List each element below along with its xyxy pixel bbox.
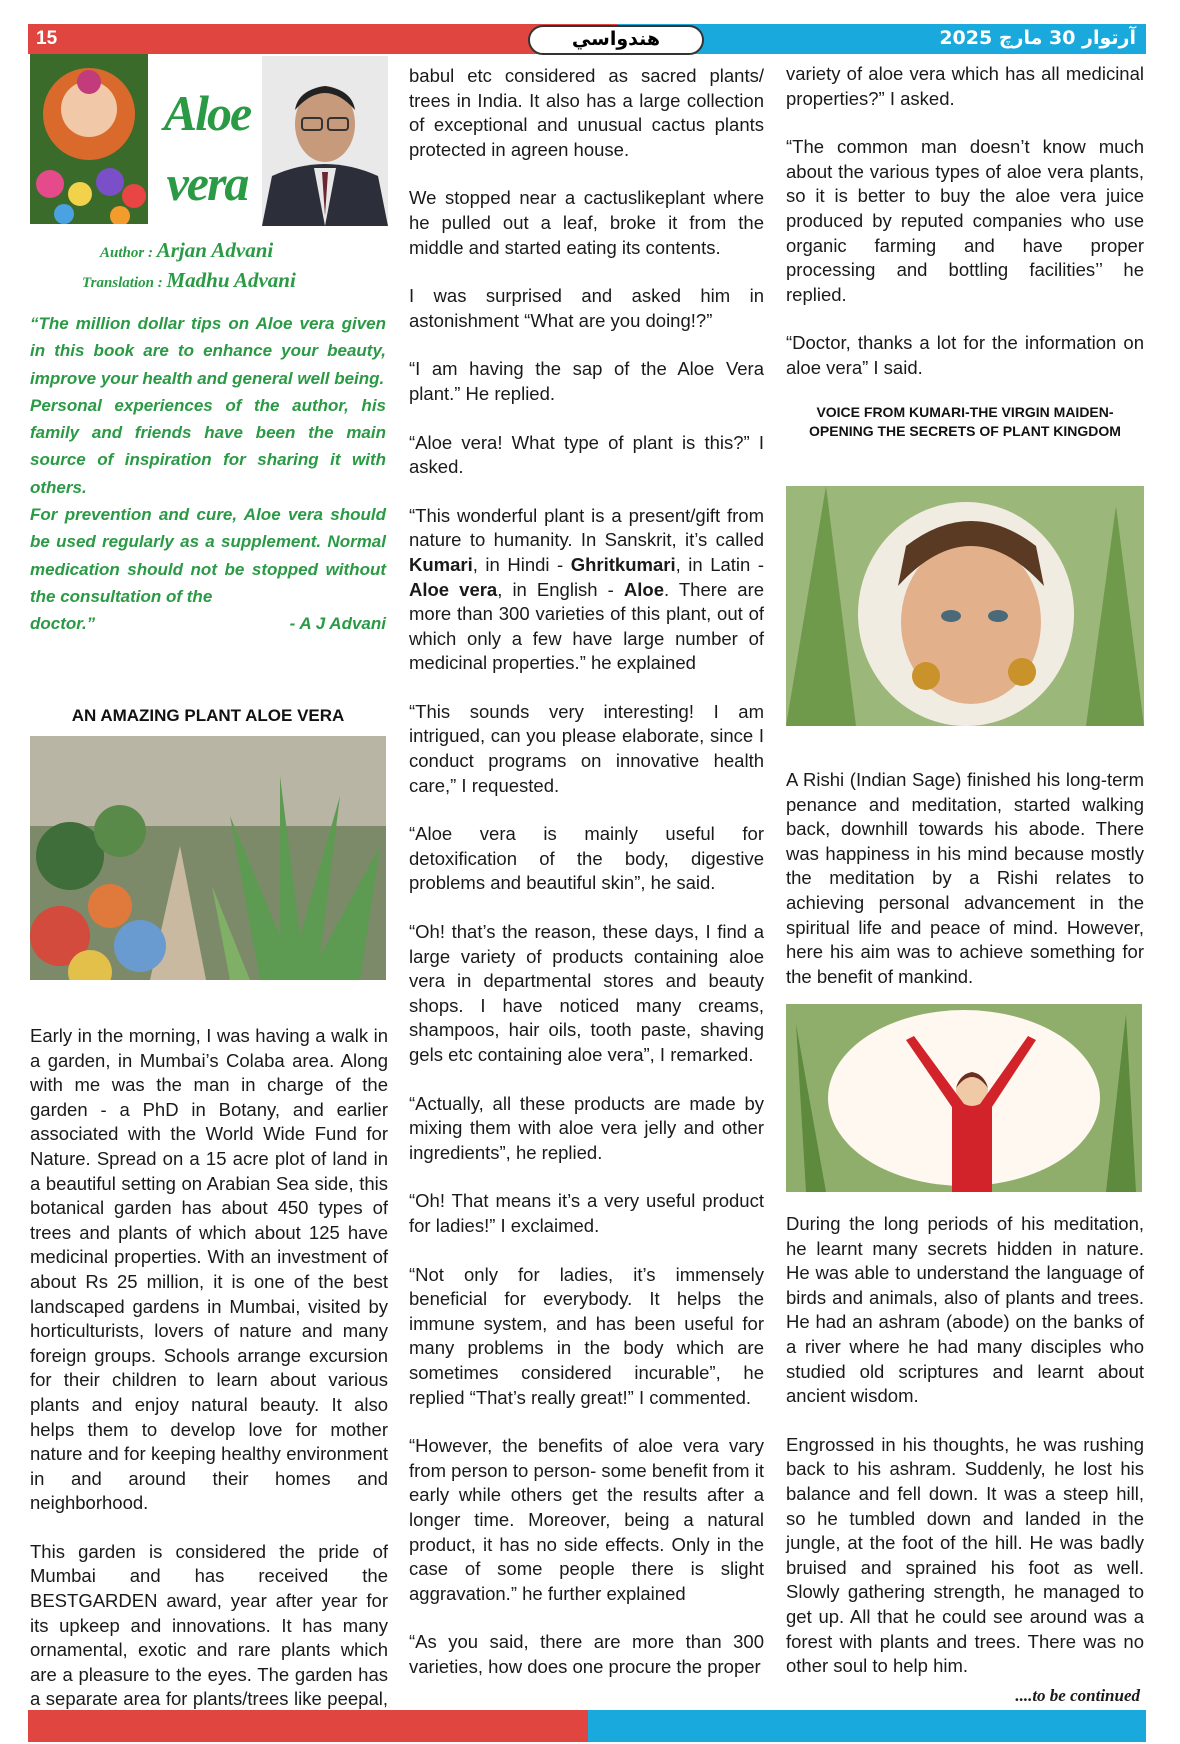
author-portrait [262, 56, 388, 226]
footer-blue-band [588, 1710, 1146, 1742]
text-run: , in English - [497, 578, 624, 600]
paragraph: “Aloe vera! What type of plant is this?” I asked. [409, 431, 764, 478]
paragraph: A Rishi (Indian Sage) finished his long-term penance and meditation, started walking back, downhill towards his abode. There was happiness in his mind because mostly the meditation by a Rishi relates to achieving personal advancement in the spiritual life and peace of mind. However, here his aim was to achieve something for the benefit of mankind. [786, 769, 1144, 987]
quote-signature: - A J Advani [289, 614, 386, 634]
translator-name: Madhu Advani [166, 268, 296, 292]
translator-label: Translation : [82, 275, 167, 291]
paragraph: I was surprised and asked him in astonishment “What are you doing!?” [409, 285, 764, 331]
title-line-1: Aloe [163, 85, 251, 141]
issue-date: آرتوار 30 مارچ 2025 [939, 27, 1136, 49]
intro-quote [30, 310, 386, 638]
name-english: Aloe [623, 578, 664, 600]
translator-credit [82, 268, 296, 293]
footer-bar [28, 1710, 1146, 1742]
text-run: , in Hindi - [472, 553, 571, 575]
paragraph: “This sounds very interesting! I am intrigued, can you please elaborate, since I conduct programs on innovative health care,” I requested. [409, 700, 764, 796]
text-run: “This wonderful plant is a present/gift from nature to humanity. In Sanskrit, it’s called [409, 504, 764, 551]
paragraph: “As you said, there are more than 300 varieties, how does one procure the proper [409, 1631, 764, 1677]
paragraph: During the long periods of his meditation, he learnt many secrets hidden in nature. He was able to understand the language of birds and animals, also of plants and trees. He had an ashram (abode) on the banks of a river where he had many disciples who studied old scriptures and learnt about ancient wisdom. [786, 1213, 1144, 1407]
paragraph: variety of aloe vera which has all medicinal properties?” I asked. [786, 63, 1144, 109]
column-3-text-bottom [786, 1212, 1144, 1703]
footer-red-band [28, 1710, 588, 1742]
paragraph: “I am having the sap of the Aloe Vera plant.” He replied. [409, 358, 764, 404]
paragraph: “The common man doesn’t know much about the various types of aloe vera plants, so it is better to buy the aloe vera juice produced by reputed companies who use organic farming and have proper processing and bottling facilities’’ he replied. [786, 136, 1144, 305]
garden-photo [30, 736, 386, 980]
column-1-text [30, 1024, 388, 1744]
paragraph: “Actually, all these products are made by mixing them with aloe vera jelly and other ingredients”, he replied. [409, 1092, 764, 1163]
paragraph: “Doctor, thanks a lot for the information on aloe vera” I said. [786, 332, 1144, 378]
paragraph: Engrossed in his thoughts, he was rushing back to his ashram. Suddenly, he lost his balance and fell down. It was a steep hill, so he tumbled down and landed in the jungle, at the foot of the hill. He was badly bruised and sprained his foot as well. Slowly gathering strength, he managed to get up. All that he could see around was a forest with plants and trees. There was no other soul to help him. [786, 1433, 1144, 1677]
author-credit [100, 238, 273, 263]
deity-flower-artwork [30, 54, 148, 224]
plant-names-paragraph [409, 504, 764, 676]
title-line-2: vera [166, 155, 248, 211]
newspaper-logo: هندواسي [528, 25, 704, 55]
page-number: 15 [36, 28, 58, 49]
author-name: Arjan Advani [156, 238, 274, 262]
paragraph: “Oh! that’s the reason, these days, I find a large variety of products containing aloe vera in departmental stores and beauty shops. I have noticed many creams, shampoos, hair oils, tooth paste, shaving gels etc containing aloe vera”, I remarked. [409, 921, 764, 1065]
name-sanskrit: Kumari [409, 553, 473, 575]
column-2-text [409, 64, 764, 1703]
to-be-continued: ....to be continued [1015, 1686, 1140, 1705]
article-title [156, 78, 258, 218]
column-3-text-middle [786, 768, 1144, 1013]
section-heading: AN AMAZING PLANT ALOE VERA [71, 706, 345, 725]
author-label: Author : [100, 245, 157, 261]
intro-quote-line: “The million dollar tips on Aloe vera given in this book are to enhance your beauty, improve your health and general well being. [30, 314, 386, 388]
intro-quote-line: For prevention and cure, Aloe vera should be used regularly as a supplement. Normal medication should not be stopped without the consultation of the [30, 505, 386, 606]
kumari-portrait-photo [786, 486, 1144, 726]
name-hindi: Ghritkumari [570, 553, 676, 575]
text-run: . There are more than 300 varieties of this plant, out of which only a few have large number of medicinal properties.” he explained [409, 578, 765, 674]
paragraph: Early in the morning, I was having a walk in a garden, in Mumbai’s Colaba area. Along with me was the man in charge of the garden - a PhD in Botany, and earlier associated with the World Wide Fund for Nature. Spread on a 15 acre plot of land in a beautiful setting on Arabian Sea side, this botanical garden has about 450 types of trees and plants of which about 125 have medicinal properties. With an investment of about Rs 25 million, it is one of the best landscaped gardens in Mumbai, visited by horticulturists, lovers of nature and many foreign groups. Schools arrange excursion for their children to learn about various plants and enjoy natural beauty. It also helps them to develop love for mother nature and for keeping healthy environment in and around their homes and neighborhood. [30, 1025, 388, 1514]
paragraph: “Not only for ladies, it’s immensely beneficial for everybody. It helps the immune system, and has been useful for many problems in the body which are sometimes considered incurable”, he replied “That’s really great!” I commented. [409, 1263, 764, 1408]
text-run: , in Latin - [675, 553, 764, 575]
quote-end: doctor.” [30, 614, 96, 634]
paragraph: “However, the benefits of aloe vera vary from person to person- some benefit from it early while others get the results after a longer time. Moreover, being a natural product, it has no side effects. Only in the case of some people there is slight aggravation.” he further explained [409, 1435, 764, 1604]
paragraph: “Aloe vera is mainly useful for detoxification of the body, digestive problems and beautiful skin”, he said. [409, 823, 764, 894]
quote-signature-row [30, 610, 386, 637]
woman-in-garden-photo [786, 1004, 1142, 1192]
header-bar [28, 24, 1146, 54]
name-latin: Aloe vera [409, 578, 498, 600]
paragraph: babul etc considered as sacred plants/ trees in India. It also has a large collection of exceptional and unusual cactus plants protected in agreen house. [409, 65, 764, 160]
paragraph: We stopped near a cactuslikeplant where he pulled out a leaf, broke it from the middle and started eating its contents. [409, 187, 764, 258]
intro-quote-line: Personal experiences of the author, his family and friends have been the main source of inspiration for sharing it with others. [30, 395, 386, 497]
voice-heading: VOICE FROM KUMARI-THE VIRGIN MAIDEN-OPENING THE SECRETS OF PLANT KINGDOM [809, 404, 1121, 439]
paragraph: This garden is considered the pride of Mumbai and has received the BESTGARDEN award, year after year for its upkeep and innovations. It has many ornamental, exotic and rare plants which are a pleasure to the eyes. The garden has a separate area for plants/trees like peepal, [30, 1540, 388, 1710]
column-3-text-top [786, 62, 1144, 405]
paragraph: “Oh! That means it’s a very useful product for ladies!” I exclaimed. [409, 1190, 764, 1236]
